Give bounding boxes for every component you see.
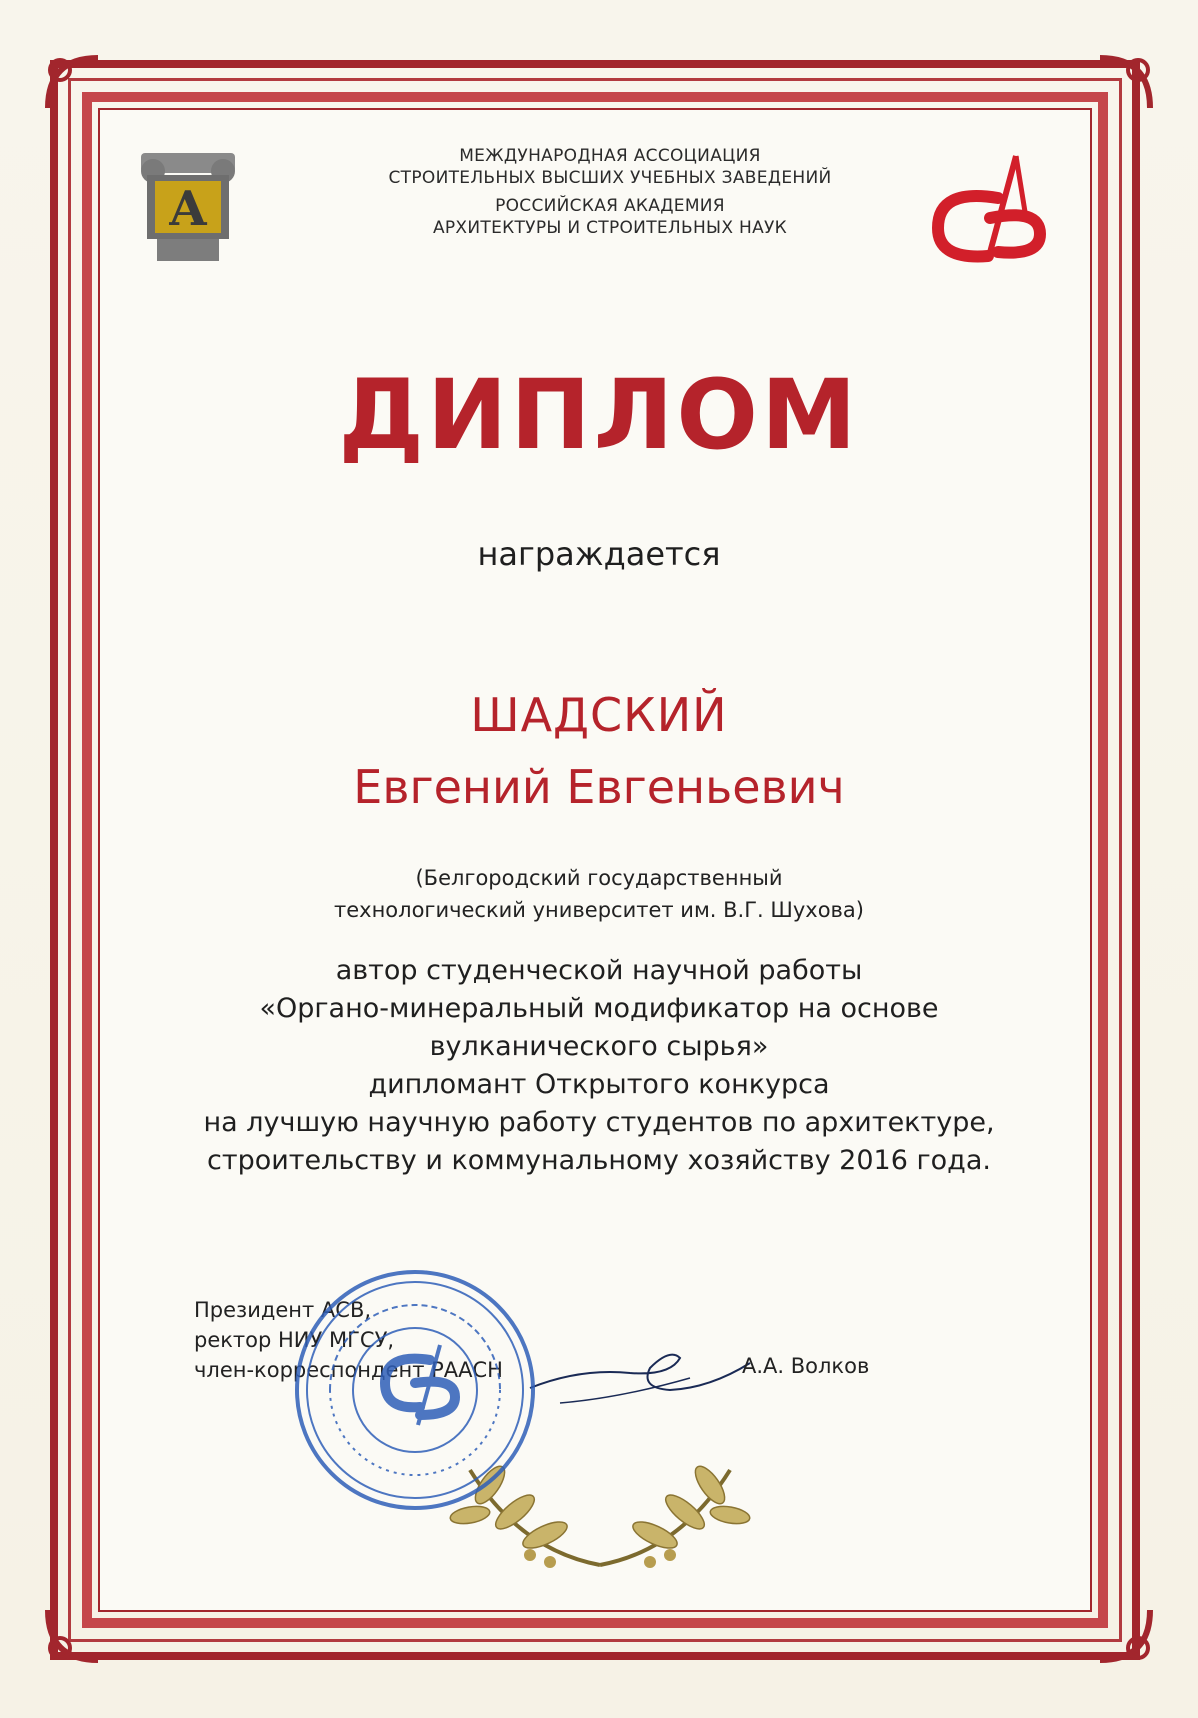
description-line: автор студенческой научной работы [335,955,863,986]
recipient-given-name: Евгений Евгеньевич [353,760,845,814]
description-line: вулканического сырья» [429,1031,769,1062]
university-affiliation [0,862,1198,926]
organization-header [340,145,880,239]
signatory-name: А.А. Волков [742,1354,870,1378]
signatory-line: Президент АСВ, [194,1298,372,1322]
signatory-line: член-корреспондент РААСН [194,1358,503,1382]
corner-ornament-icon [1090,48,1160,118]
description-line: дипломант Открытого конкурса [368,1069,830,1100]
award-description [150,952,1048,1180]
description-line: «Органо-минеральный модификатор на основе [259,993,939,1024]
corner-ornament-icon [38,1600,108,1670]
handwritten-signature-icon [520,1328,760,1418]
header-line: АРХИТЕКТУРЫ И СТРОИТЕЛЬНЫХ НАУК [432,218,788,238]
description-line: на лучшую научную работу студентов по архитектуре, [203,1107,995,1138]
header-line: МЕЖДУНАРОДНАЯ АССОЦИАЦИЯ [459,146,761,166]
signatory-line: ректор НИУ МГСУ, [194,1328,395,1352]
official-stamp-icon [290,1265,540,1515]
awarded-label: награждается [477,535,721,573]
university-line: технологический университет им. В.Г. Шухова) [333,898,864,922]
university-line: (Белгородский государственный [415,866,783,890]
academy-logo-letter: А [168,181,208,237]
header-line: РОССИЙСКАЯ АКАДЕМИЯ [495,196,725,216]
asv-logo-icon [928,148,1058,278]
academy-logo-icon [133,147,243,267]
corner-ornament-icon [1090,1600,1160,1670]
header-line: СТРОИТЕЛЬНЫХ ВЫСШИХ УЧЕБНЫХ ЗАВЕДЕНИЙ [388,168,832,188]
diploma-title: ДИПЛОМ [338,359,860,471]
recipient-surname: ШАДСКИЙ [470,688,728,742]
corner-ornament-icon [38,48,108,118]
description-line: строительству и коммунальному хозяйству 2016 года. [207,1145,991,1176]
